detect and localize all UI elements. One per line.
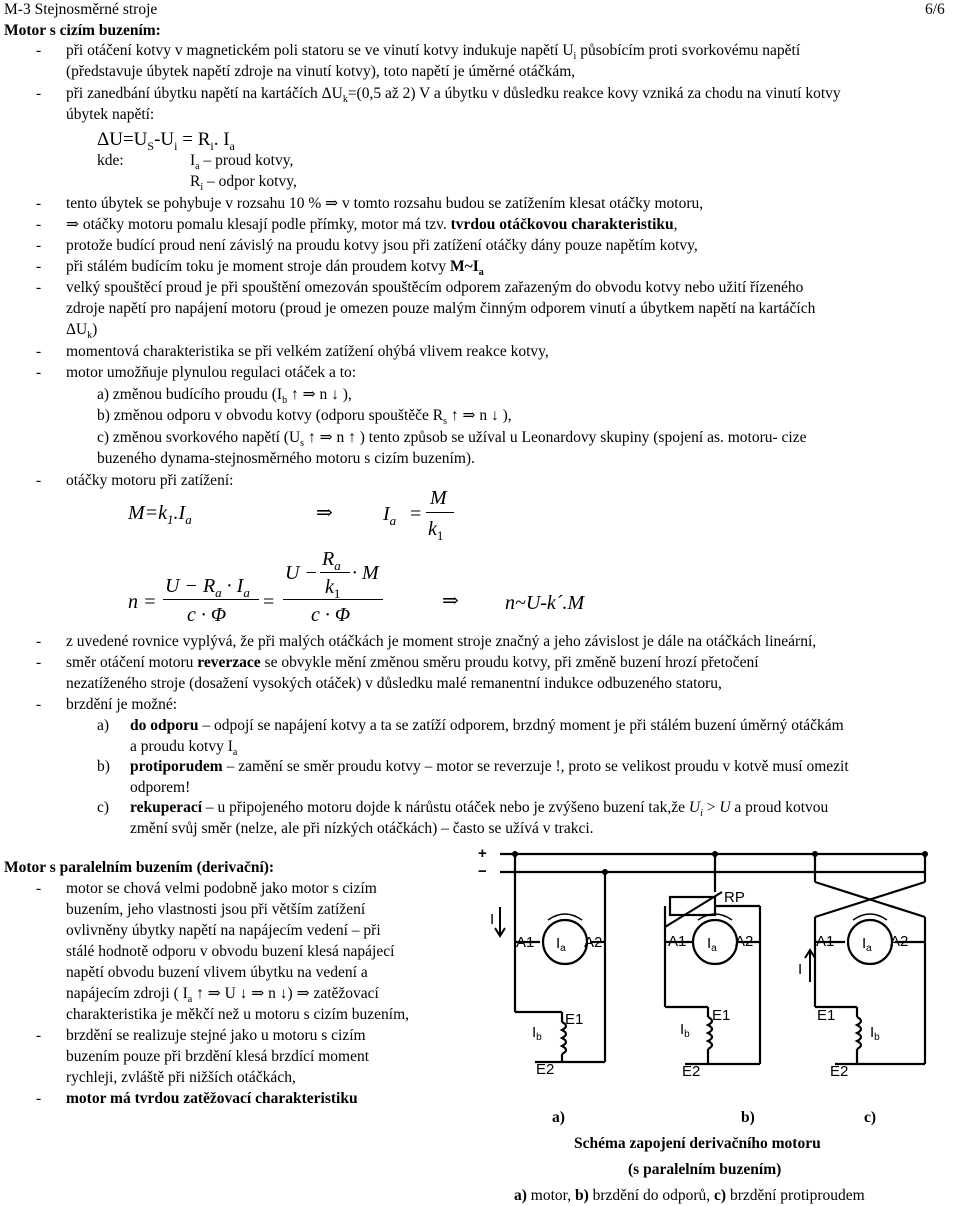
ia-label: $I_a$ [556,935,566,954]
bullet-text: motor má tvrdou zatěžovací charakteristiku [66,1090,358,1107]
figure-caption: a) motor, b) brzdění do odporů, c) brzdění protiproudem [514,1187,865,1204]
bullet-text: napětí obvodu buzení vlivem úbytku na vedení a [66,964,368,981]
bullet-dash: - [36,85,42,102]
braking-label: c) [97,799,110,816]
bullet-text: směr otáčení motoru reverzace se obvykle mění změnou směru proudu kotvy, při změně buzení hrozí přetočení [66,654,759,671]
bullet-dash: - [36,279,42,296]
bullet-dash: - [36,195,42,212]
bullet-text: buzením, jeho vlastnosti jsou při větším zatížení [66,901,366,918]
bullet-text: velký spouštěcí proud je při spouštění omezován spouštěcím odporem zařazeným do obvodu kotvy nebo užití řízeného [66,279,804,296]
bullet-dash: - [36,42,42,59]
fraction-numerator: $U - R_a \cdot I_a$ [165,575,250,600]
bullet-text: ovlivněny úbytky napětí na napájecím vedení – při [66,922,381,939]
bullet-dash: - [36,472,42,489]
bullet-dash: - [36,216,42,233]
ia-label: $I_a$ [862,935,872,954]
fraction-numerator: U − [285,562,318,584]
regulation-item: buzeného dynama-stejnosměrného motoru s cizím buzením). [97,450,475,467]
bullet-text: otáčky motoru při zatížení: [66,472,234,489]
regulation-item: c) změnou svorkového napětí ($U_s$ ↑ ⇒ n ↑ ) tento způsob se užíval u Leonardovy skupiny (spojení as. motoru- cize [97,429,807,450]
armature-c [848,920,892,964]
a1-label: A1 [516,934,535,951]
bullet-text: při zanedbání úbytku napětí na kartáčích $\Delta U_k=(0,5$ až 2) V a úbytku v důsledku reakce kovy vzniká za chodu na vinutí kotvy [66,85,841,106]
bullet-text: protože budící proud není závislý na proudu kotvy jsou při zatížení otáčky dány pouze napětím kotvy, [66,237,698,254]
braking-text: změní svůj směr (nelze, ale při nízkých otáčkách) – často se užívá v trakci. [130,820,594,837]
equation-speed: n = [128,591,157,613]
bullet-text: zdroje napětí pro napájení motoru (proud je omezen pouze malým činným odporem vinutí a úbytkem napětí na kartáčích [66,300,816,317]
ib-label: $I_b$ [532,1024,542,1043]
ib-label: $I_b$ [680,1021,690,1040]
fraction-numerator: · M [352,562,379,584]
bullet-text: tento úbytek se pohybuje v rozsahu 10 % ⇒ v tomto rozsahu budou se zatížením klesat otáčky motoru, [66,195,704,212]
braking-text: a proudu kotvy $I_a$ [130,738,238,759]
section-title: Motor s paralelním buzením (derivační): [4,859,275,876]
bullet-text: brzdění se realizuje stejné jako u motoru s cizím [66,1027,366,1044]
section-title: Motor s cizím buzením: [4,22,161,39]
bullet-dash: - [36,343,42,360]
braking-text: protiporudem – zamění se směr proudu kotvy – motor se reverzuje !, proto se velikost proudu v kotvě musí omezit [130,758,849,775]
page-number: 6/6 [925,1,945,18]
figure-caption: (s paralelním buzením) [628,1161,782,1178]
bullet-dash: - [36,1027,42,1044]
regulation-item: a) změnou budícího proudu ($I_b$ ↑ ⇒ n ↓ ), [97,386,352,407]
bullet-text: (představuje úbytek napětí zdroje na vinutí kotvy), toto napětí je úměrné otáčkám, [66,63,576,80]
bullet-text: nezatíženého stroje (dosažení vysokých otáček) v důsledku malé remanentní indukce odbuzeného statoru, [66,675,722,692]
e1-label: E1 [712,1007,731,1024]
bullet-dash: - [36,880,42,897]
bullet-text: charakteristika je měkčí než u motoru s cizím buzením, [66,1006,410,1023]
bullet-text: momentová charakteristika se při velkém zatížení ohýbá vlivem reakce kotvy, [66,343,549,360]
inner-fraction-denominator: $k_1$ [325,576,341,601]
bullet-dash: - [36,237,42,254]
equation-speed-proportional: n~U-k´.M [505,592,585,614]
fraction-denominator: $k_1$ [428,518,444,543]
equals-sign: = [263,591,275,613]
bullet-text: úbytek napětí: [66,106,155,123]
e2-label: E2 [830,1063,849,1080]
kde-item: $R_i$ – odpor kotvy, [190,173,297,194]
equation-moment: $M=k_1.I_a$ [128,502,192,527]
bullet-text: z uvedené rovnice vyplývá, že při malých otáčkách je moment stroje značný a jeho závislost je dále na otáčkách lineární, [66,633,817,650]
bullet-text: buzením pouze při brzdění klesá brzdící moment [66,1048,370,1065]
regulation-item: b) změnou odporu v obvodu kotvy (odporu spouštěče $R_s$ ↑ ⇒ n ↓ ), [97,407,512,428]
e1-label: E1 [565,1011,584,1028]
implies-symbol: ⇒ [442,590,459,612]
a2-label: A2 [584,934,603,951]
fraction-bar [163,599,259,600]
ia-label: $I_a$ [707,935,717,954]
braking-label: b) [97,758,110,775]
current-label: I [798,961,803,978]
figure-caption: Schéma zapojení derivačního motoru [574,1135,821,1152]
braking-text: odporem! [130,779,191,796]
a2-label: A2 [735,933,754,950]
armature-a [543,920,587,964]
figure-label-a: a) [552,1109,565,1126]
a2-label: A2 [890,933,909,950]
braking-label: a) [97,717,110,734]
equation-current: $I_a$ [383,503,397,528]
ib-label: $I_b$ [870,1024,880,1043]
kde-label: kde: [97,152,124,169]
bullet-text: ⇒ otáčky motoru pomalu klesají podle přímky, motor má tzv. tvrdou otáčkovou charakteristiku, [66,216,678,233]
circuit-diagram [470,842,930,1102]
plus-label: + [478,845,487,862]
braking-text: rekuperací – u připojeného motoru dojde k nárůstu otáček nebo je zvýšeno buzení tak,že $U_i > U$ a proud kotvou [130,799,829,820]
figure-label-b: b) [741,1109,755,1126]
kde-item: $I_a$ – proud kotvy, [190,152,294,173]
bullet-text: $\Delta U_k$) [66,321,98,342]
a1-label: A1 [668,933,687,950]
bullet-dash: - [36,633,42,650]
a1-label: A1 [816,933,835,950]
header-title: M-3 Stejnosměrné stroje [4,1,158,18]
e2-label: E2 [682,1063,701,1080]
bullet-text: stálé hodnotě odporu v obvodu buzení klesá napájecí [66,943,395,960]
fraction-bar [426,512,454,513]
bullet-dash: - [36,258,42,275]
armature-b [693,920,737,964]
fraction-bar [283,599,383,600]
fraction-denominator: c · Φ [187,604,227,626]
bullet-dash: - [36,1090,42,1107]
bullet-dash: - [36,654,42,671]
current-label: I [490,911,495,928]
bullet-text: motor se chová velmi podobně jako motor s cizím [66,880,377,897]
bullet-text: napájecím zdroji ( $I_a$ ↑ ⇒ U ↓ ⇒ n ↓) ⇒ zatěžovací [66,985,379,1006]
bullet-text: motor umožňuje plynulou regulaci otáček a to: [66,364,357,381]
fraction-denominator: c · Φ [311,604,351,626]
e2-label: E2 [536,1061,555,1078]
fraction-bar [320,572,350,573]
bullet-text: při otáčení kotvy v magnetickém poli statoru se ve vinutí kotvy indukuje napětí $U_i$ působícím proti svorkovému napětí [66,42,801,63]
implies-symbol: ⇒ [316,502,333,524]
bullet-dash: - [36,696,42,713]
braking-text: do odporu – odpojí se napájení kotvy a ta se zatíží odporem, brzdný moment je při stálém buzení úměrný otáčkám [130,717,844,734]
bullet-text: při stálém budícím toku je moment stroje dán proudem kotvy $M\sim I_a$ [66,258,484,279]
bullet-dash: - [36,364,42,381]
figure-label-c: c) [864,1109,877,1126]
formula-voltage-drop: $\Delta U=U_S-U_i = R_i$. $I_a$ [97,129,235,153]
bullet-text: brzdění je možné: [66,696,178,713]
e1-label: E1 [817,1007,836,1024]
fraction-numerator: M [430,487,447,509]
rp-label: RP [724,889,745,906]
bullet-text: rychleji, zvláště při nižších otáčkách, [66,1069,296,1086]
equals-sign: = [410,503,422,525]
inner-fraction-numerator: $R_a$ [322,548,341,573]
minus-label: − [478,863,487,880]
